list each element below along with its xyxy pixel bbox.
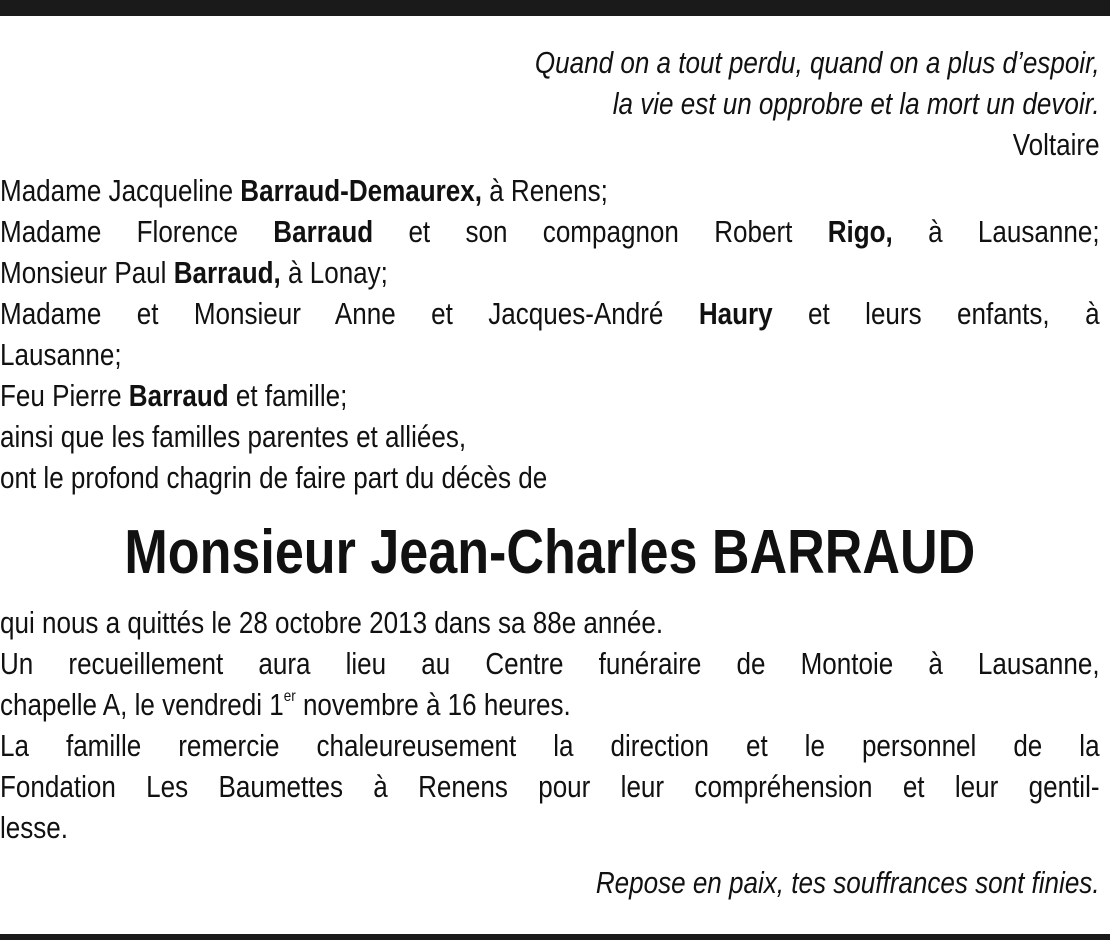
- family-list: [0, 170, 1100, 498]
- family-line-4: Madame et Monsieur Anne et Jacques-André Haury et leurs enfants, à: [0, 296, 1100, 331]
- family-line-7: ainsi que les familles parentes et alliées,: [0, 419, 467, 454]
- epigraph-author: Voltaire: [1012, 127, 1100, 162]
- bottom-rule: [0, 934, 1110, 940]
- body-line-4: La famille remercie chaleureusement la direction et le personnel de la: [0, 728, 1100, 763]
- family-line-6: Feu Pierre Barraud et famille;: [0, 378, 348, 413]
- family-name: Haury: [698, 296, 773, 331]
- family-name: Barraud: [128, 378, 229, 413]
- closing-line: Repose en paix, tes souffrances sont finies.: [595, 865, 1100, 900]
- family-line-2: Madame Florence Barraud et son compagnon Robert Rigo, à Lausanne;: [0, 214, 1100, 249]
- epigraph-line-1: Quand on a tout perdu, quand on a plus d’espoir,: [534, 45, 1100, 80]
- obituary-notice: [0, 42, 1100, 903]
- ordinal-suffix: er: [283, 688, 296, 705]
- family-name: Rigo,: [827, 214, 893, 249]
- body-line-5: Fondation Les Baumettes à Renens pour leur compréhension et leur gentil-: [0, 769, 1100, 804]
- top-rule: [0, 0, 1110, 16]
- family-line-5: Lausanne;: [0, 337, 122, 372]
- epigraph-line-2: la vie est un opprobre et la mort un devoir.: [612, 86, 1100, 121]
- family-name: Barraud,: [173, 255, 281, 290]
- family-line-3: Monsieur Paul Barraud, à Lonay;: [0, 255, 388, 290]
- family-name: Barraud: [273, 214, 374, 249]
- body-line-6: lesse.: [0, 810, 69, 845]
- family-line-1: Madame Jacqueline Barraud-Demaurex, à Renens;: [0, 173, 608, 208]
- body-line-1: qui nous a quittés le 28 octobre 2013 dans sa 88e année.: [0, 605, 664, 640]
- family-line-8: ont le profond chagrin de faire part du décès de: [0, 460, 548, 495]
- notice-body: [0, 602, 1100, 848]
- deceased-name: Monsieur Jean-Charles BARRAUD: [124, 518, 976, 587]
- epigraph: [0, 42, 1100, 165]
- body-line-2: Un recueillement aura lieu au Centre funéraire de Montoie à Lausanne,: [0, 646, 1100, 681]
- family-name: Barraud-Demaurex,: [240, 173, 482, 208]
- body-line-3: chapelle A, le vendredi 1er novembre à 16 heures.: [0, 687, 571, 722]
